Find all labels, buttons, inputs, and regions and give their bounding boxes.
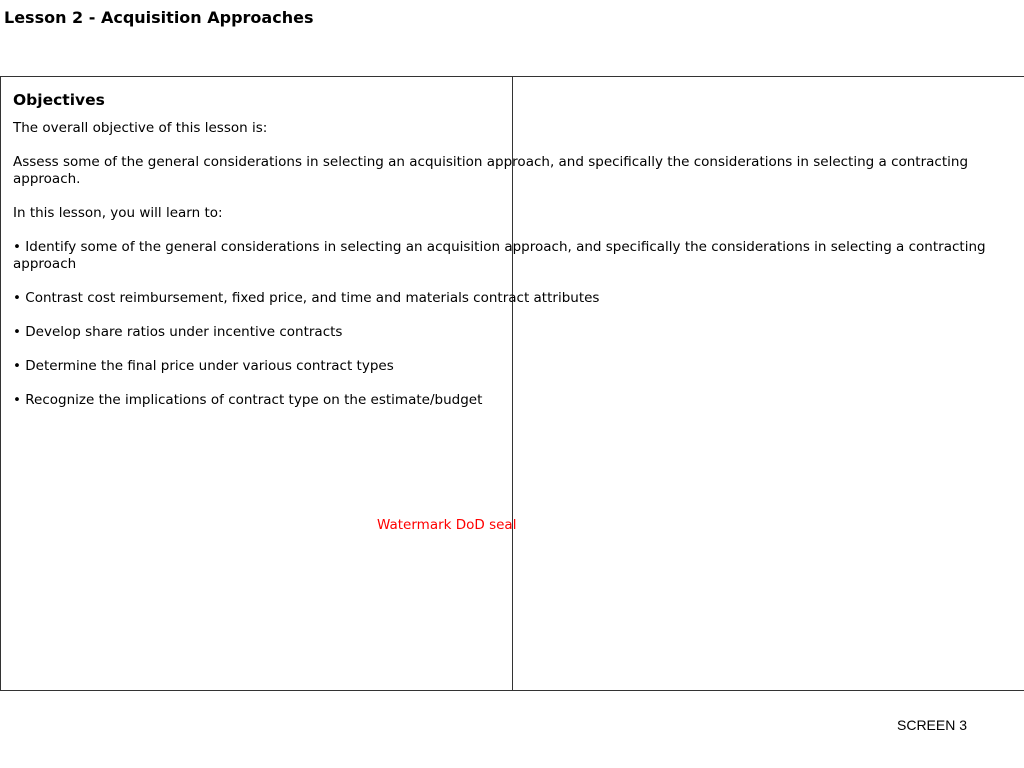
bullet-icon: • bbox=[13, 358, 21, 374]
objective-bullet-text: Develop share ratios under incentive contracts bbox=[25, 324, 343, 340]
bullet-icon: • bbox=[13, 290, 21, 306]
bullet-icon: • bbox=[13, 239, 21, 255]
objective-bullet bbox=[13, 358, 1003, 375]
bullet-icon: • bbox=[13, 392, 21, 408]
objective-bullet-text: Recognize the implications of contract type on the estimate/budget bbox=[25, 392, 483, 408]
objectives-heading: Objectives bbox=[13, 91, 105, 109]
lesson-title: Lesson 2 - Acquisition Approaches bbox=[4, 8, 314, 27]
objective-bullet-text: Identify some of the general considerations in selecting an acquisition approach, and specifically the considerations in selecting a contracting approach bbox=[13, 239, 986, 272]
learn-intro: In this lesson, you will learn to: bbox=[13, 205, 223, 221]
objective-bullet bbox=[13, 392, 1003, 409]
watermark-placeholder: Watermark DoD seal bbox=[377, 517, 517, 533]
objective-bullet-text: Determine the final price under various contract types bbox=[25, 358, 394, 374]
objective-bullet bbox=[13, 239, 1003, 273]
objective-bullet-text: Contrast cost reimbursement, fixed price, and time and materials contract attributes bbox=[25, 290, 600, 306]
bullet-icon: • bbox=[13, 324, 21, 340]
screen-number: SCREEN 3 bbox=[897, 717, 968, 733]
objective-bullet bbox=[13, 324, 1003, 341]
objectives-content bbox=[13, 90, 1003, 426]
overall-objective-intro: The overall objective of this lesson is: bbox=[13, 120, 268, 136]
objective-bullet bbox=[13, 290, 1003, 307]
overall-objective-text: Assess some of the general considerations in selecting an acquisition approach, and specifically the considerations in selecting a contracting approach. bbox=[13, 154, 969, 187]
